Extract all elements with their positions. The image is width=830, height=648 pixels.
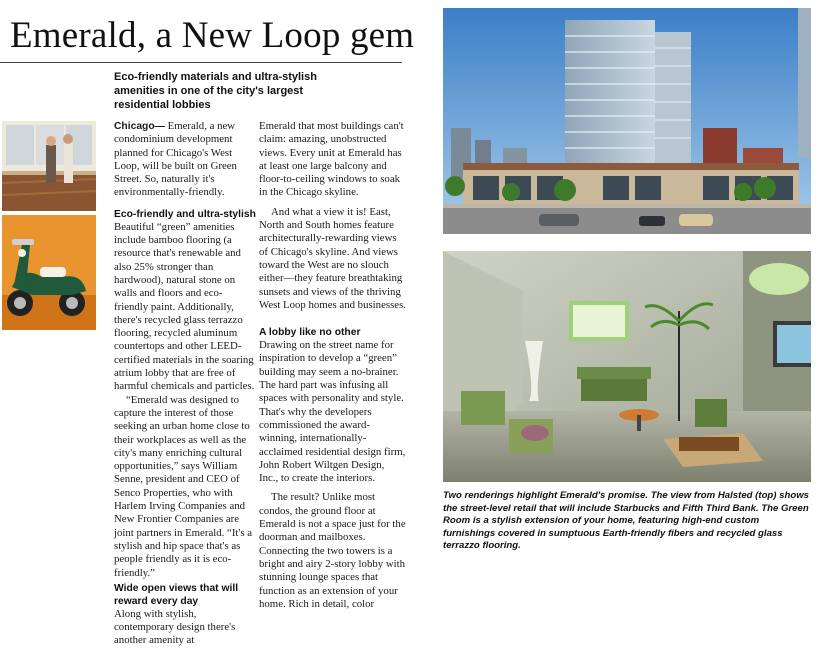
paragraph: Along with stylish, contemporary design there's another amenity at xyxy=(114,607,236,647)
paragraph: Emerald that most buildings can't claim: amazing, unobstructed views. Every unit at Emerald has at least one large balcony and floor-to-ceiling windows to soak in the Chicago skyline. xyxy=(259,120,404,199)
headline: Emerald, a New Loop gem xyxy=(10,15,415,56)
image-caption: Two renderings highlight Emerald's promise. The view from Halsted (top) shows the street-level retail that will include Starbucks and Fifth Third Bank. The Green Room is a stylish extension of your home, featuring high-end custom furnishings covered in sumptuous Earth-friendly fibers and recycled glass terrazzo flooring. xyxy=(443,490,810,552)
photo-scooter xyxy=(2,215,96,330)
rendering-lobby-interior xyxy=(443,251,811,482)
paragraph: “Emerald was designed to capture the interest of those seeking an urban home close to their workplaces as well as the city's many enriching cultural opportunities,” says William Senne, president and CEO of Senco Properties, who with Harlem Irving Companies and New Frontier Companies are joint partners in Emerald. “It's a stylish and hip space that's as people friendly as it is eco-friendly.” xyxy=(114,393,253,579)
paragraph: Drawing on the street name for inspiration to develop a “green” building may seem a no-brainer. The hard part was infusing all spaces with personality and style. That's why the developers commissioned the award-winning, internationally-acclaimed residential design firm, John Robert Wiltgen Design, Inc., to create the interiors. xyxy=(259,339,406,485)
headline-rule xyxy=(0,62,402,63)
paragraph: And what a view it is! East, North and South homes feature architecturally-rewarding views of Chicago's skyline. And views toward the West are no slouch either—they feature breathtaking sunsets and views of the thriving West Loop homes and businesses. xyxy=(259,205,406,311)
dateline: Chicago— xyxy=(114,121,165,132)
article-column-1 xyxy=(114,120,256,647)
intro-text: Emerald, a new condominium development planned for Chicago's West Loop, will be built on Green Street. So, naturally it's environmentally-friendly. xyxy=(114,120,237,199)
paragraph: Beautiful “green” amenities include bamboo flooring (a resource that's renewable and also 25% stronger than hardwood), natural stone on walls and floors and eco-friendly paint. Additionally, there's recycled glass terrazzo flooring, recycled aluminum countertops and other LEED-certified materials in the soaring atrium lobby that are free of harmful chemicals and particles. xyxy=(114,220,255,393)
deck: Eco-friendly materials and ultra-stylish amenities in one of the city's largest residential lobbies xyxy=(114,71,317,111)
rendering-building-exterior xyxy=(443,8,811,234)
subhead-eco-friendly: Eco-friendly and ultra-stylish xyxy=(114,208,256,220)
subhead-lobby: A lobby like no other xyxy=(259,327,361,339)
subhead-wide-open-views: Wide open views that will reward every day xyxy=(114,582,239,607)
article-column-2 xyxy=(259,120,406,610)
photo-couple-balcony xyxy=(2,121,96,211)
paragraph: The result? Unlike most condos, the ground floor at Emerald is not a space just for the doorman and mailboxes. Connecting the two towers is a bright and airy 2-story lobby with stunning lounge spaces that function as an extension of your home. Rich in detail, color xyxy=(259,491,406,610)
